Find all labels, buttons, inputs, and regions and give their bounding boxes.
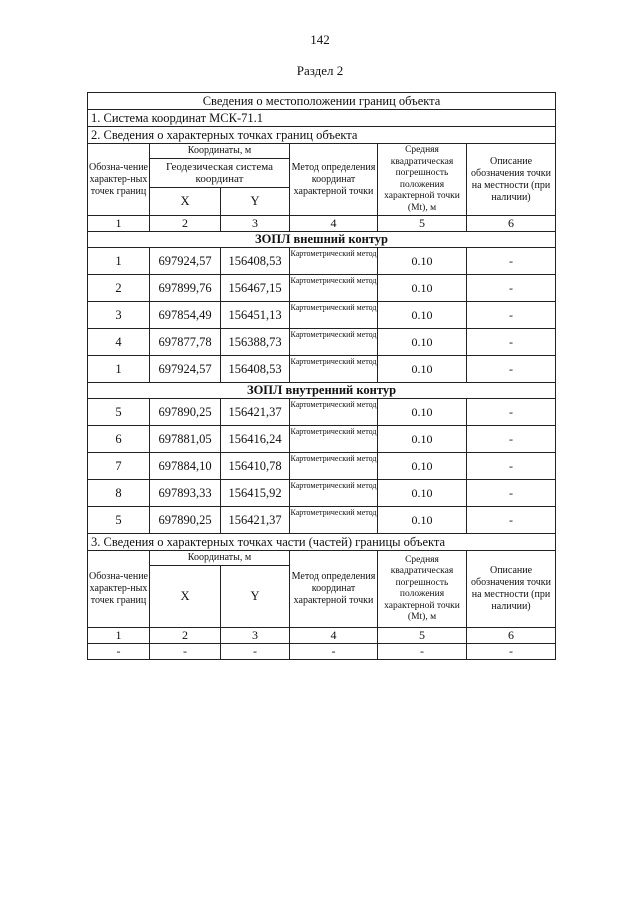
- parts-heading: 3. Сведения о характерных точках части (частей) границы объекта: [88, 534, 556, 551]
- y-coordinate: 156408,53: [221, 356, 290, 383]
- table-title: Сведения о местоположении границ объекта: [88, 93, 556, 110]
- y-coordinate: 156416,24: [221, 426, 290, 453]
- column-number: 1: [88, 216, 150, 232]
- column-number: 3: [221, 216, 290, 232]
- inner-contour-label: ЗОПЛ внутренний контур: [88, 383, 556, 399]
- accuracy: 0.10: [378, 302, 467, 329]
- table-row: [88, 453, 556, 480]
- page-number: 142: [310, 32, 330, 47]
- description: -: [467, 248, 556, 275]
- description: -: [467, 507, 556, 534]
- table-row: [88, 507, 556, 534]
- points-heading: 2. Сведения о характерных точках границ объекта: [88, 127, 556, 144]
- y-coordinate: 156467,15: [221, 275, 290, 302]
- boundary-table: [87, 92, 556, 660]
- empty-cell: -: [378, 644, 467, 660]
- accuracy: 0.10: [378, 329, 467, 356]
- description: -: [467, 275, 556, 302]
- accuracy: 0.10: [378, 480, 467, 507]
- point-number: 8: [88, 480, 150, 507]
- method: Картометрический метод: [290, 356, 378, 383]
- y-coordinate: 156388,73: [221, 329, 290, 356]
- section-title: Раздел 2: [296, 63, 344, 78]
- header-accuracy: Средняя квадратическая погрешность положения характерной точки (Mt), м: [378, 144, 467, 216]
- empty-cell: -: [88, 644, 150, 660]
- parts-column-number: 2: [150, 628, 221, 644]
- point-number: 1: [88, 356, 150, 383]
- method: Картометрический метод: [290, 275, 378, 302]
- y-coordinate: 156408,53: [221, 248, 290, 275]
- column-number: 6: [467, 216, 556, 232]
- accuracy: 0.10: [378, 507, 467, 534]
- accuracy: 0.10: [378, 248, 467, 275]
- parts-header-method: Метод определения координат характерной точки: [290, 551, 378, 628]
- accuracy: 0.10: [378, 356, 467, 383]
- empty-cell: -: [150, 644, 221, 660]
- column-number: 2: [150, 216, 221, 232]
- parts-header-designation: Обозна-чение характер-ных точек границ: [88, 551, 150, 628]
- table-row: [88, 426, 556, 453]
- outer-contour-label: ЗОПЛ внешний контур: [88, 232, 556, 248]
- point-number: 1: [88, 248, 150, 275]
- parts-header-x: X: [150, 566, 221, 628]
- x-coordinate: 697854,49: [150, 302, 221, 329]
- description: -: [467, 426, 556, 453]
- table-row: [88, 480, 556, 507]
- point-number: 2: [88, 275, 150, 302]
- x-coordinate: 697884,10: [150, 453, 221, 480]
- y-coordinate: 156421,37: [221, 507, 290, 534]
- table-row: [88, 356, 556, 383]
- method: Картометрический метод: [290, 302, 378, 329]
- parts-header-accuracy: Средняя квадратическая погрешность положения характерной точки (Mt), м: [378, 551, 467, 628]
- accuracy: 0.10: [378, 426, 467, 453]
- x-coordinate: 697924,57: [150, 248, 221, 275]
- table-row: [88, 275, 556, 302]
- description: -: [467, 356, 556, 383]
- parts-column-number: 5: [378, 628, 467, 644]
- table-row: [88, 399, 556, 426]
- y-coordinate: 156410,78: [221, 453, 290, 480]
- x-coordinate: 697890,25: [150, 399, 221, 426]
- coord-system: 1. Система координат МСК-71.1: [88, 110, 556, 127]
- header-designation: Обозна-чение характер-ных точек границ: [88, 144, 150, 216]
- accuracy: 0.10: [378, 399, 467, 426]
- point-number: 5: [88, 507, 150, 534]
- accuracy: 0.10: [378, 453, 467, 480]
- empty-cell: -: [467, 644, 556, 660]
- point-number: 6: [88, 426, 150, 453]
- method: Картометрический метод: [290, 248, 378, 275]
- x-coordinate: 697893,33: [150, 480, 221, 507]
- empty-cell: -: [221, 644, 290, 660]
- description: -: [467, 399, 556, 426]
- point-number: 7: [88, 453, 150, 480]
- description: -: [467, 329, 556, 356]
- column-number: 5: [378, 216, 467, 232]
- method: Картометрический метод: [290, 480, 378, 507]
- x-coordinate: 697890,25: [150, 507, 221, 534]
- table-row: [88, 248, 556, 275]
- method: Картометрический метод: [290, 507, 378, 534]
- header-geodetic: Геодезическая система координат: [150, 159, 290, 188]
- header-coordinates: Координаты, м: [150, 144, 290, 159]
- empty-cell: -: [290, 644, 378, 660]
- accuracy: 0.10: [378, 275, 467, 302]
- point-number: 5: [88, 399, 150, 426]
- header-method: Метод определения координат характерной точки: [290, 144, 378, 216]
- description: -: [467, 302, 556, 329]
- description: -: [467, 480, 556, 507]
- column-number: 4: [290, 216, 378, 232]
- parts-column-number: 1: [88, 628, 150, 644]
- method: Картометрический метод: [290, 329, 378, 356]
- parts-column-number: 4: [290, 628, 378, 644]
- y-coordinate: 156451,13: [221, 302, 290, 329]
- method: Картометрический метод: [290, 426, 378, 453]
- header-y: Y: [221, 188, 290, 216]
- y-coordinate: 156415,92: [221, 480, 290, 507]
- method: Картометрический метод: [290, 399, 378, 426]
- x-coordinate: 697881,05: [150, 426, 221, 453]
- x-coordinate: 697924,57: [150, 356, 221, 383]
- method: Картометрический метод: [290, 453, 378, 480]
- header-description: Описание обозначения точки на местности (при наличии): [467, 144, 556, 216]
- parts-header-y: Y: [221, 566, 290, 628]
- point-number: 4: [88, 329, 150, 356]
- description: -: [467, 453, 556, 480]
- parts-column-number: 6: [467, 628, 556, 644]
- parts-header-description: Описание обозначения точки на местности (при наличии): [467, 551, 556, 628]
- x-coordinate: 697877,78: [150, 329, 221, 356]
- table-row: [88, 302, 556, 329]
- parts-header-coordinates: Координаты, м: [150, 551, 290, 566]
- x-coordinate: 697899,76: [150, 275, 221, 302]
- y-coordinate: 156421,37: [221, 399, 290, 426]
- point-number: 3: [88, 302, 150, 329]
- parts-column-number: 3: [221, 628, 290, 644]
- table-row: [88, 329, 556, 356]
- header-x: X: [150, 188, 221, 216]
